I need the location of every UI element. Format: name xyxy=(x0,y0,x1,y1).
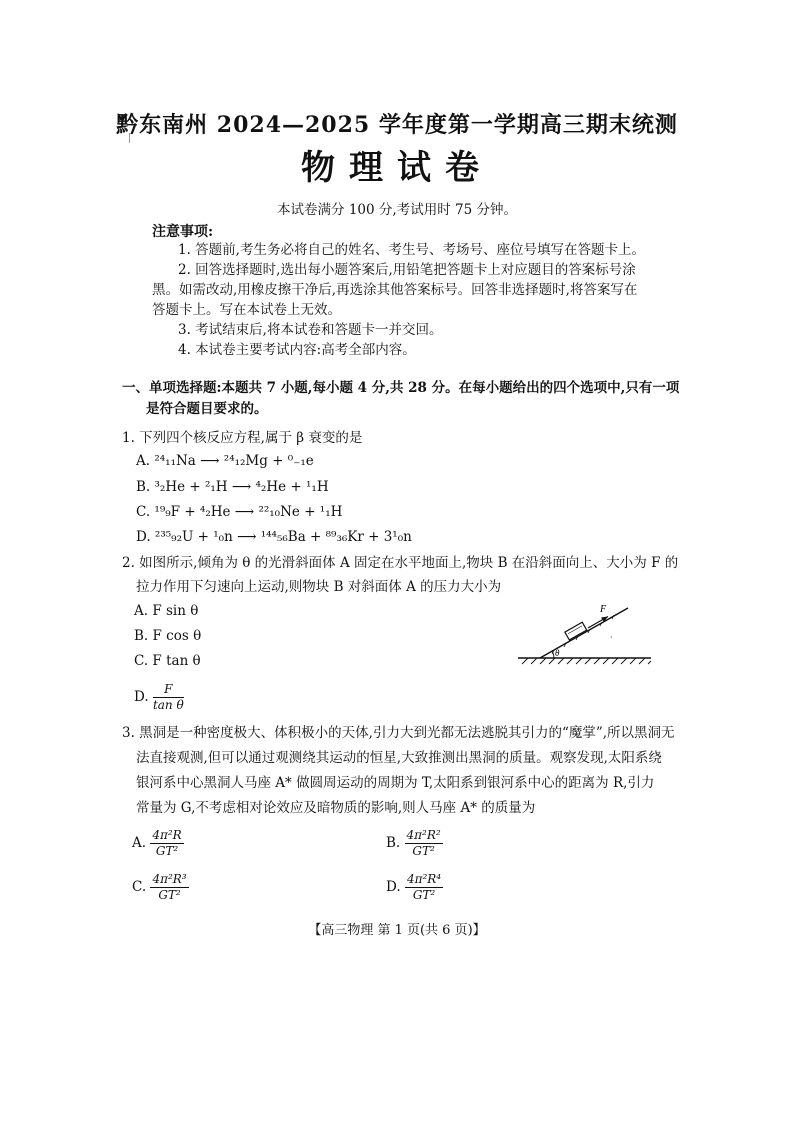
notice-item-2b: 黑。如需改动,用橡皮擦干净后,再选涂其他答案标号。回答非选择题时,将答案写在 xyxy=(152,282,638,298)
q2-option-d-prefix: D. xyxy=(134,689,149,705)
angle-label: θ xyxy=(555,648,560,658)
q3-option-c-numerator: 4π²R³ xyxy=(152,872,187,886)
q2-option-c: C. F tan θ xyxy=(134,653,201,669)
q3-option-c-fraction xyxy=(150,872,188,903)
notice-item-2c: 答题卡上。写在本试卷上无效。 xyxy=(152,302,341,318)
q2-option-a: A. F sin θ xyxy=(134,603,199,619)
incline-figure xyxy=(512,598,657,666)
section-heading-line1: 一、单项选择题:本题共 7 小题,每小题 4 分,共 28 分。在每小题给出的四个选项中,只有一项 xyxy=(122,380,680,396)
q3-stem-3: 银河系中心黑洞人马座 A* 做圆周运动的周期为 T,太阳系到银河系中心的距离为 R,引力 xyxy=(136,775,655,791)
notice-heading: 注意事项: xyxy=(152,224,214,240)
q2-option-d-numerator: F xyxy=(153,682,184,698)
q3-option-b xyxy=(386,828,443,859)
exam-title: 黔东南州 2024—2025 学年度第一学期高三期末统测 xyxy=(116,112,678,138)
q3-option-b-denominator: GT² xyxy=(412,844,435,858)
q3-stem-2: 法直接观测,但可以通过观测绕其运动的恒星,大致推测出黑洞的质量。观察发现,太阳系绕 xyxy=(136,750,662,766)
section-heading xyxy=(122,378,682,420)
q1-option-c: C. ¹⁹₉F + ⁴₂He ⟶ ²²₁₀Ne + ¹₁H xyxy=(136,504,343,520)
notice-item-1: 1. 答题前,考生务必将自己的姓名、考生号、考场号、座位号填写在答题卡上。 xyxy=(178,242,645,258)
force-label: F xyxy=(600,604,607,615)
q3-option-d-fraction xyxy=(405,872,443,903)
q1-option-d: D. ²³⁵₉₂U + ¹₀n ⟶ ¹⁴⁴₅₆Ba + ⁸⁹₃₆Kr + 3¹₀n xyxy=(136,529,412,545)
q3-option-a xyxy=(132,828,184,859)
q3-option-d-prefix: D. xyxy=(386,879,401,895)
q3-option-b-fraction xyxy=(405,828,443,859)
q2-option-b: B. F cos θ xyxy=(134,628,202,644)
notice-item-3: 3. 考试结束后,将本试卷和答题卡一并交回。 xyxy=(178,322,443,338)
q2-option-d xyxy=(134,682,184,713)
ground-hatching xyxy=(522,658,651,664)
q3-option-b-numerator: 4π²R² xyxy=(406,828,441,842)
q3-option-a-fraction xyxy=(150,828,183,859)
q3-option-c-prefix: C. xyxy=(132,879,147,895)
q3-option-c-denominator: GT² xyxy=(158,888,181,902)
q3-option-d xyxy=(386,872,443,903)
q2-option-d-denominator: tan θ xyxy=(152,698,184,712)
q1-option-a: A. ²⁴₁₁Na ⟶ ²⁴₁₂Mg + ⁰₋₁e xyxy=(136,453,314,469)
q3-option-a-prefix: A. xyxy=(132,835,147,851)
q3-option-c xyxy=(132,872,189,903)
notice-item-4: 4. 本试卷主要考试内容:高考全部内容。 xyxy=(178,342,416,358)
q3-option-b-prefix: B. xyxy=(386,835,401,851)
q3-option-d-denominator: GT² xyxy=(412,888,436,902)
q1-stem: 1. 下列四个核反应方程,属于 β 衰变的是 xyxy=(122,430,363,446)
q3-option-a-denominator: GT² xyxy=(155,844,179,858)
smudge-mark: · xyxy=(610,633,613,642)
section-heading-line2: 是符合题目要求的。 xyxy=(146,401,268,417)
q3-stem-1: 3. 黑洞是一种密度极大、体积极小的天体,引力大到光都无法逃脱其引力的“魔掌”,所以黑洞无 xyxy=(122,725,675,741)
q1-option-b: B. ³₂He + ²₁H ⟶ ⁴₂He + ¹₁H xyxy=(136,479,329,495)
notice-item-2a: 2. 回答选择题时,选出每小题答案后,用铅笔把答题卡上对应题目的答案标号涂 xyxy=(178,262,636,278)
q2-stem-1: 2. 如图所示,倾角为 θ 的光滑斜面体 A 固定在水平地面上,物块 B 在沿斜面向上、大小为 F 的 xyxy=(122,555,679,571)
exam-info: 本试卷满分 100 分,考试用时 75 分钟。 xyxy=(277,202,517,218)
angle-arc xyxy=(552,651,554,658)
q2-option-d-fraction xyxy=(153,682,184,713)
q3-option-a-numerator: 4π²R xyxy=(152,828,182,842)
q3-stem-4: 常量为 G,不考虑相对论效应及暗物质的影响,则人马座 A* 的质量为 xyxy=(136,800,536,816)
subject-title: 物理试卷 xyxy=(301,148,493,188)
page-footer: 【高三物理 第 1 页(共 6 页)】 xyxy=(308,923,486,938)
q2-stem-2: 拉力作用下匀速向上运动,则物块 B 对斜面体 A 的压力大小为 xyxy=(136,579,502,595)
q3-option-d-numerator: 4π²R⁴ xyxy=(406,872,442,886)
incline-surface xyxy=(540,608,628,658)
